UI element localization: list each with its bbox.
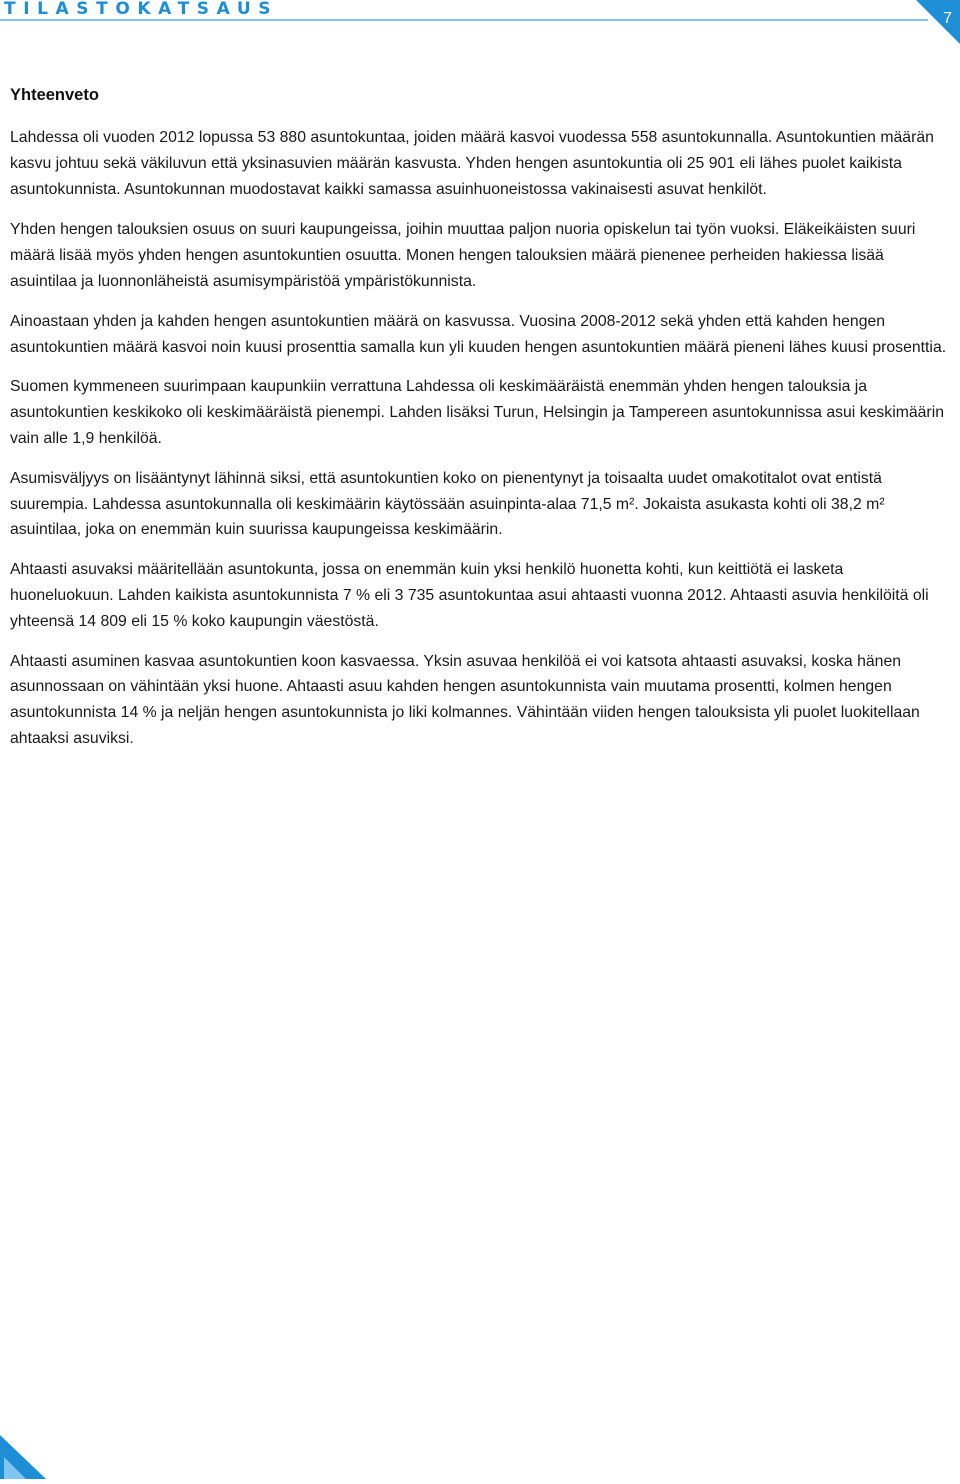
section-heading: Yhteenveto: [10, 86, 99, 104]
header-rule: [0, 19, 928, 21]
page-header: [0, 0, 960, 21]
paragraph-crowding-definition: Ahtaasti asuvaksi määritellään asuntokunta, jossa on enemmän kuin yksi henkilö huonetta kohti, kun keittiötä ei lasketa huoneluokuun. Lahden kaikista asuntokunnista 7 % eli 3 735 asuntokuntaa asui ahtaasti vuonna 2012. Ahtaasti asuvia henkilöitä oli yhteensä 14 809 eli 15 % koko kaupungin väestöstä.: [10, 561, 929, 630]
paragraph-growth-trend: Ainoastaan yhden ja kahden hengen asuntokuntien määrä on kasvussa. Vuosina 2008-2012 sekä yhden että kahden hengen asuntokuntien määrä kasvoi noin kuusi prosenttia samalla kun yli kuuden hengen asuntokuntien määrä pieneni lähes kuusi prosenttia.: [10, 312, 947, 356]
page-number-tab: [916, 0, 960, 44]
page-number: 7: [943, 10, 952, 27]
corner-triangle-icon: [916, 0, 960, 44]
paragraph-households-count: Lahdessa oli vuoden 2012 lopussa 53 880 asuntokuntaa, joiden määrä kasvoi vuodessa 558 asuntokunnalla. Asuntokuntien määrän kasvu johtuu sekä väkiluvun että yksinasuvien määrän kasvusta. Yhden hengen asuntokuntia oli 25 901 eli lähes puolet kaikista asuntokunnista. Asuntokunnan muodostavat kaikki samassa asuinhuoneistossa vakinaisesti asuvat henkilöt.: [10, 129, 934, 198]
footer-corner: [0, 1435, 46, 1479]
paragraph-single-person-share: Yhden hengen talouksien osuus on suuri kaupungeissa, joihin muuttaa paljon nuoria opiskelun tai työn vuoksi. Eläkeikäisten suuri määrä lisää myös yhden hengen asuntokuntien osuutta. Monen hengen talouksien määrä pienenee perheiden hakiessa lisää asuintilaa ja luonnonläheistä asumisympäristöä ympäristökunnista.: [10, 221, 916, 290]
publication-title: TILASTOKATSAUS: [4, 0, 279, 19]
paragraph-living-space: Asumisväljyys on lisääntynyt lähinnä siksi, että asuntokuntien koko on pienentynyt ja toisaalta uudet omakotitalot ovat entistä suurempia. Lahdessa asuntokunnalla oli keskimäärin käytössään asuinpinta-alaa 71,5 m². Jokaista asukasta kohti oli 38,2 m² asuintilaa, joka on enemmän kuin suurissa kaupungeissa keskimäärin.: [10, 469, 885, 539]
main-content: [10, 84, 950, 752]
paragraph-crowding-by-size: Ahtaasti asuminen kasvaa asuntokuntien koon kasvaessa. Yksin asuvaa henkilöä ei voi katsota ahtaasti asuvaksi, koska hänen asunnossaan on vähintään yksi huone. Ahtaasti asuu kahden hengen asuntokunnista vain muutama prosentti, kolmen hengen asuntokunnista 14 % ja neljän hengen asuntokunnista jo liki kolmannes. Vähintään viiden hengen talouksista yli puolet luokitellaan ahtaaksi asuviksi.: [10, 652, 920, 747]
paragraph-city-comparison: Suomen kymmeneen suurimpaan kaupunkiin verrattuna Lahdessa oli keskimääräistä enemmän yhden hengen talouksia ja asuntokuntien keskikoko oli keskimääräistä pienempi. Lahden lisäksi Turun, Helsingin ja Tampereen asuntokunnissa asui keskimäärin vain alle 1,9 henkilöä.: [10, 378, 944, 447]
corner-triangle-decoration-icon: [0, 1435, 46, 1479]
